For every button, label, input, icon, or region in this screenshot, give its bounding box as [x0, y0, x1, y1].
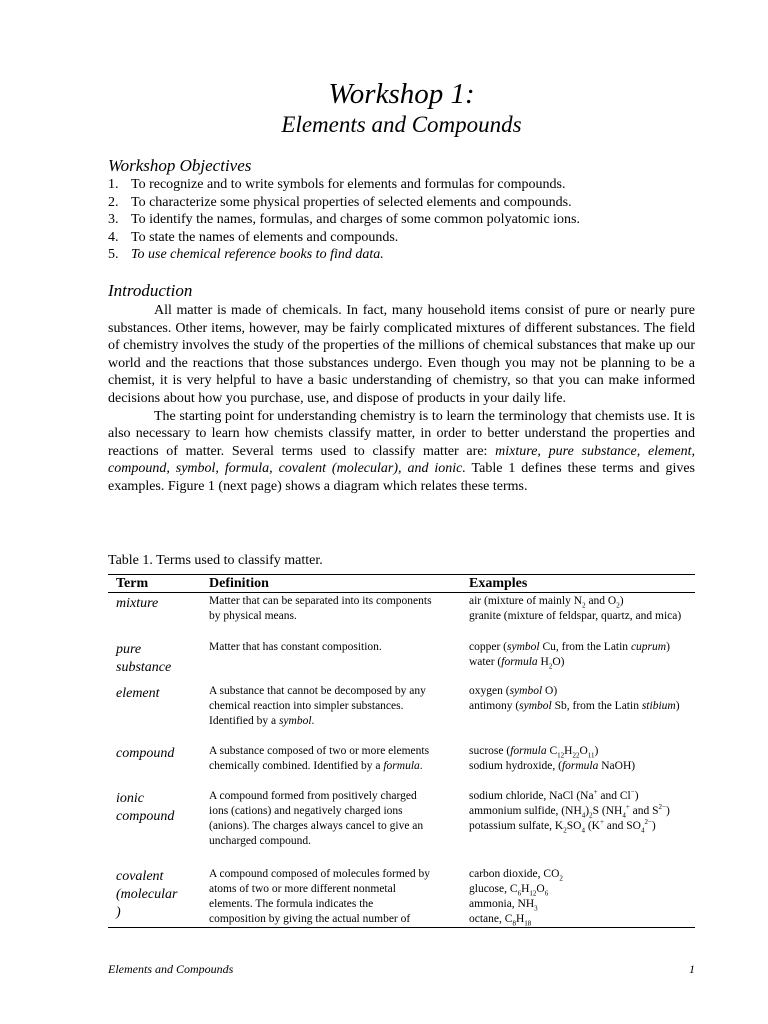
table-row	[108, 743, 695, 788]
objective-item: 4. To state the names of elements and compounds.	[108, 229, 399, 245]
row-definition: Matter that has constant composition.	[209, 640, 382, 653]
row-term: mixture	[116, 596, 159, 611]
row-examples: air (mixture of mainly $N_2$ and $O_2$) granite (mixture of feldspar, quartz, and mica)	[469, 595, 682, 622]
objective-item: 1. To recognize and to write symbols for elements and formulas for compounds.	[108, 177, 566, 192]
page-title: Workshop 1:	[328, 78, 475, 110]
row-term: element	[116, 685, 160, 701]
row-examples: sucrose (formula $C_{12}H_{22}O_{11}$) sodium hydroxide, (formula NaOH)	[469, 744, 636, 772]
objectives-list	[108, 176, 695, 264]
table-row	[108, 639, 695, 683]
classification-terms: mixture, pure substance, element, compound, symbol, formula, covalent (molecular), and ionic.	[108, 443, 695, 477]
row-examples: sodium chloride, NaCl (Na+ and Cl−) ammonium sulfide, $(NH_4)_2S$ ($NH_4^+$ and $S^{2-}$) potassium sulfate, $K_2SO_4$ (K+ and $SO_4^{2-}$)	[469, 787, 670, 834]
table-row	[108, 788, 695, 866]
table-row	[108, 683, 695, 743]
page-number: 1	[689, 962, 695, 976]
row-examples: copper (symbol Cu, from the Latin cuprum) water (formula $H_2O$)	[469, 640, 670, 670]
objective-item: 3. To identify the names, formulas, and charges of some common polyatomic ions.	[108, 212, 580, 228]
terms-table	[108, 574, 695, 928]
row-term: compound	[116, 745, 175, 761]
page-subtitle: Elements and Compounds	[281, 112, 522, 137]
row-term: covalent (molecular )	[116, 868, 178, 920]
row-definition: Matter that can be separated into its components by physical means.	[209, 595, 432, 622]
table-header-row	[108, 575, 695, 593]
row-definition: A compound formed from positively charged ions (cations) and negatively charged ions (anions). The charges always cancel to give an uncharged compound.	[209, 789, 424, 847]
header-definition: Definition	[209, 576, 269, 591]
row-definition: A substance composed of two or more elements chemically combined. Identified by a formula.	[209, 744, 430, 772]
footer-title: Elements and Compounds	[108, 962, 234, 976]
row-definition: A substance that cannot be decomposed by any chemical reaction into simpler substances. Identified by a symbol.	[209, 684, 426, 727]
header-examples: Examples	[469, 576, 528, 591]
row-examples: carbon dioxide, $CO_2$ glucose, $C_6H_{12}O_6$ ammonia, $NH_3$ octane, $C_8H_{18}$	[469, 867, 563, 927]
header-term: Term	[116, 576, 149, 591]
intro-paragraph-1: All matter is made of chemicals. In fact, many household items consist of pure or nearly pure substances. Other items, however, may be fairly complicated mixtures of different substances. The field of chemistry involves the study of the properties of the millions of chemical substances that make up our world and the reactions that those substances undergo. Even though you may not be planning to be a chemist, it is very helpful to have a basic understanding of chemistry, so that you can make informed decisions about how you purchase, use, and dispose of products in your daily life.	[108, 303, 695, 406]
intro-paragraph-2: The starting point for understanding chemistry is to learn the terminology that chemists use. It is also necessary to learn how chemists classify matter, in order to better understand the properties and reactions of matter. Several terms used to classify matter are: mixture, pure substance, element, compound, symbol, formula, covalent (molecular), and ionic. Table 1 defines these terms and gives examples. Figure 1 (next page) shows a diagram which relates these terms.	[108, 408, 696, 494]
row-term: ionic compound	[116, 790, 175, 824]
row-definition: A compound composed of molecules formed by atoms of two or more different nonmetal elements. The formula indicates the composition by giving the actual number of	[209, 867, 431, 925]
introduction-body	[108, 302, 695, 496]
introduction-heading: Introduction	[108, 281, 193, 300]
table-row	[108, 593, 695, 639]
objective-item: 5. To use chemical reference books to find data.	[108, 247, 384, 263]
table-row	[108, 866, 695, 928]
row-term: pure substance	[116, 641, 172, 675]
row-examples: oxygen (symbol O) antimony (symbol Sb, from the Latin stibium)	[469, 684, 680, 712]
table-caption: Table 1. Terms used to classify matter.	[108, 553, 323, 568]
objectives-heading: Workshop Objectives	[108, 156, 252, 175]
objective-item: 2. To characterize some physical properties of selected elements and compounds.	[108, 194, 572, 210]
